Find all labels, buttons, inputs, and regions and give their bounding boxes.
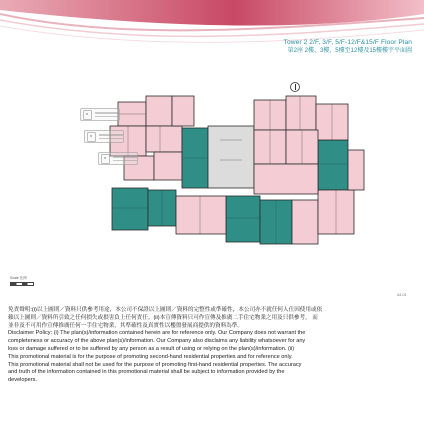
watermark-logo-icon bbox=[87, 132, 96, 142]
disclaimer-zh-line: 賴以上圖則／資料所引致之任何損失或損害負上任何責任。(ii)本宣傳資料只可作宣傳及推廣二手住宅物業之用及只供參考， 而 bbox=[8, 314, 318, 321]
disclaimer-en-line: Disclaimer Policy: (i) The plan(s)/information contained herein are for reference only. Our Company does not warrant the bbox=[8, 330, 306, 337]
disclaimer-en-line: This promotional material shall not be used for the purpose of promoting first-hand residential properties. The accuracy bbox=[8, 361, 302, 368]
scale-line bbox=[10, 282, 34, 286]
watermark-logo bbox=[84, 130, 124, 143]
disclaimer-zh-line: 並非及不可用作宣傳推廣任何一手住宅物業，其準確性及真實性以樓盤發展商提供的資料為準。 bbox=[8, 322, 243, 329]
disclaimer-block bbox=[8, 307, 414, 385]
page-code: A4-03 bbox=[397, 293, 407, 297]
compass-icon bbox=[290, 82, 300, 92]
scale-label: Scale 比例 bbox=[10, 276, 27, 280]
watermark-logo-icon bbox=[83, 110, 92, 120]
watermark-logo-icon bbox=[101, 154, 110, 164]
disclaimer-en-line: This promotional material is for the purpose of promoting second-hand residential properties and for reference only. bbox=[8, 353, 293, 360]
disclaimer-en-line: developers. bbox=[8, 377, 37, 384]
watermark-logo bbox=[80, 108, 120, 121]
disclaimer-en-line: and truth of the information contained in this promotional material shall be subject to information provided by the bbox=[8, 369, 285, 376]
disclaimer-zh-line: 免責聲明:(i)以上圖則／資料只供參考用途，本公司不保證以上圖則／資料的完整性或準確性，本公司亦不就任何人仕因使用或依 bbox=[8, 307, 323, 313]
watermark-logo bbox=[98, 152, 138, 165]
scale-bar bbox=[10, 276, 34, 286]
title-en: Tower 2 2/F, 3/F, 5/F-12/F&15/F Floor Plan bbox=[283, 39, 412, 46]
disclaimer-en-line: loss or damage suffered or to be suffered by any person as a result of using or relying on the plan(s)/information. (ii) bbox=[8, 345, 295, 352]
title-zh: 第2座 2樓、3樓、5樓至12樓及15樓樓宇平面圖 bbox=[287, 48, 412, 54]
disclaimer-en-line: completeness or accuracy of the above plan(s)/information. Our Company also disclaims any liability whatsoever for any bbox=[8, 338, 306, 345]
